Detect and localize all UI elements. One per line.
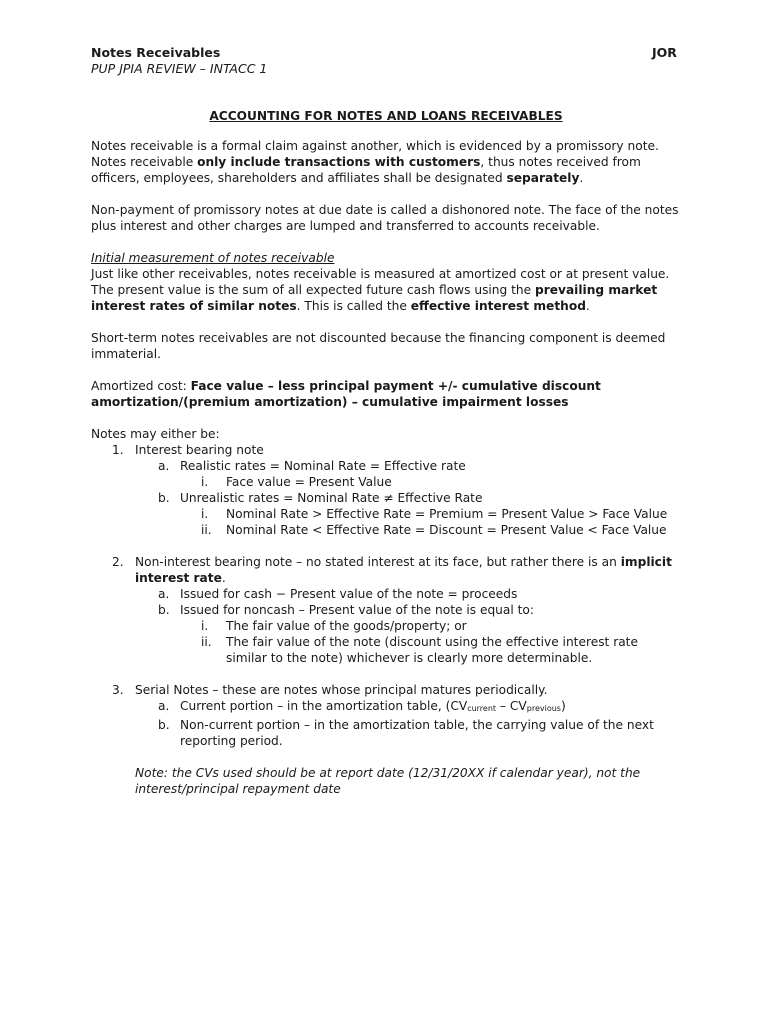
paragraph-amortized-cost: [91, 378, 681, 410]
list-number: i.: [201, 619, 209, 633]
list-number: a.: [158, 587, 170, 601]
list-number: b.: [158, 491, 170, 505]
text-span: .: [579, 171, 584, 185]
paragraph-definition: [91, 138, 681, 186]
text-span: Amortized cost:: [91, 379, 191, 393]
header-initials: JOR: [652, 45, 677, 60]
list-text: Realistic rates = Nominal Rate = Effective rate: [180, 459, 466, 473]
list-item: [91, 506, 681, 522]
list-text: Non-interest bearing note – no stated interest at its face, but rather there is an: [135, 555, 621, 569]
paragraph-short-term: Short-term notes receivables are not discounted because the financing component is deemed immaterial.: [91, 331, 666, 361]
list-text: Nominal Rate > Effective Rate = Premium = Present Value > Face Value: [226, 507, 668, 521]
list-number: b.: [158, 718, 170, 732]
text-span: .: [585, 299, 590, 313]
spacer: [91, 749, 681, 765]
list-number: 1.: [112, 443, 124, 457]
list-number: a.: [158, 699, 170, 713]
list-text: .: [221, 571, 226, 585]
bold-span: Face value – less principal payment +/- cumulative discount amortization/(premium amortization) – cumulative impairment losses: [91, 379, 601, 409]
spacer: [91, 666, 681, 682]
list-item: [91, 602, 681, 618]
list-text: Issued for noncash – Present value of the note is equal to:: [180, 603, 534, 617]
bold-span: separately: [506, 171, 580, 185]
list-item: [91, 474, 681, 490]
list-text: – CV: [496, 699, 527, 713]
list-number: ii.: [201, 523, 212, 537]
list-item: [91, 634, 681, 666]
list-text: Issued for cash − Present value of the note = proceeds: [180, 587, 518, 601]
paragraph-dishonored: Non-payment of promissory notes at due date is called a dishonored note. The face of the notes plus interest and other charges are lumped and transferred to accounts receivable.: [91, 203, 679, 233]
list-item: [91, 717, 681, 749]
text-span: . This is called the: [296, 299, 411, 313]
list-item: [91, 586, 681, 602]
list-text: The fair value of the goods/property; or: [226, 619, 467, 633]
list-text: Interest bearing note: [135, 443, 264, 457]
list-text: ): [560, 699, 566, 713]
list-text: Non-current portion – in the amortization table, the carrying value of the next reporting period.: [180, 718, 654, 748]
list-number: a.: [158, 459, 170, 473]
subscript: current: [467, 704, 497, 713]
list-number: i.: [201, 475, 209, 489]
list-item: [91, 522, 681, 538]
header-subtitle: PUP JPIA REVIEW – INTACC 1: [91, 61, 268, 76]
header-title: Notes Receivables: [91, 45, 221, 60]
note-text: Note: the CVs used should be at report date (12/31/20XX if calendar year), not the interest/principal repayment date: [135, 766, 641, 796]
list-item: [91, 458, 681, 474]
list-intro: Notes may either be:: [91, 427, 220, 441]
document-body: [91, 108, 681, 797]
bold-span: only include transactions with customers: [197, 155, 481, 169]
list-number: 2.: [112, 555, 124, 569]
text-span: Just like other receivables, notes receivable is measured at amortized cost or at present value. The present value is the sum of all expected future cash flows using the: [91, 267, 670, 297]
list-item: [91, 618, 681, 634]
list-number: 3.: [112, 683, 124, 697]
list-item: [91, 490, 681, 506]
document-title: ACCOUNTING FOR NOTES AND LOANS RECEIVABLES: [209, 109, 563, 123]
list-item: [91, 442, 681, 458]
text-span: , thus notes received from officers, employees, shareholders and affiliates shall be designated: [91, 155, 641, 185]
list-item: [91, 698, 681, 717]
list-item: [91, 682, 681, 698]
list-item: [91, 554, 681, 586]
list-number: ii.: [201, 635, 212, 649]
bold-span: implicit interest rate: [135, 555, 672, 585]
list-text: Serial Notes – these are notes whose principal matures periodically.: [135, 683, 548, 697]
list-text: Face value = Present Value: [226, 475, 392, 489]
list-text: Current portion – in the amortization table, (CV: [180, 699, 468, 713]
list-text: The fair value of the note (discount using the effective interest rate similar to the note) whichever is clearly more determinable.: [226, 635, 638, 665]
subscript: previous: [526, 704, 561, 713]
bold-span: prevailing market interest rates of similar notes: [91, 283, 658, 313]
list-number: b.: [158, 603, 170, 617]
section-heading: Initial measurement of notes receivable: [91, 251, 335, 265]
bold-span: effective interest method: [410, 299, 586, 313]
list-text: Unrealistic rates = Nominal Rate ≠ Effective Rate: [180, 491, 483, 505]
paragraph-initial-measurement: [91, 250, 681, 314]
text-span: Notes receivable is a formal claim against another, which is evidenced by a promissory note. Notes receivable: [91, 139, 659, 169]
spacer: [91, 538, 681, 554]
list-text: Nominal Rate < Effective Rate = Discount = Present Value < Face Value: [226, 523, 667, 537]
list-number: i.: [201, 507, 209, 521]
